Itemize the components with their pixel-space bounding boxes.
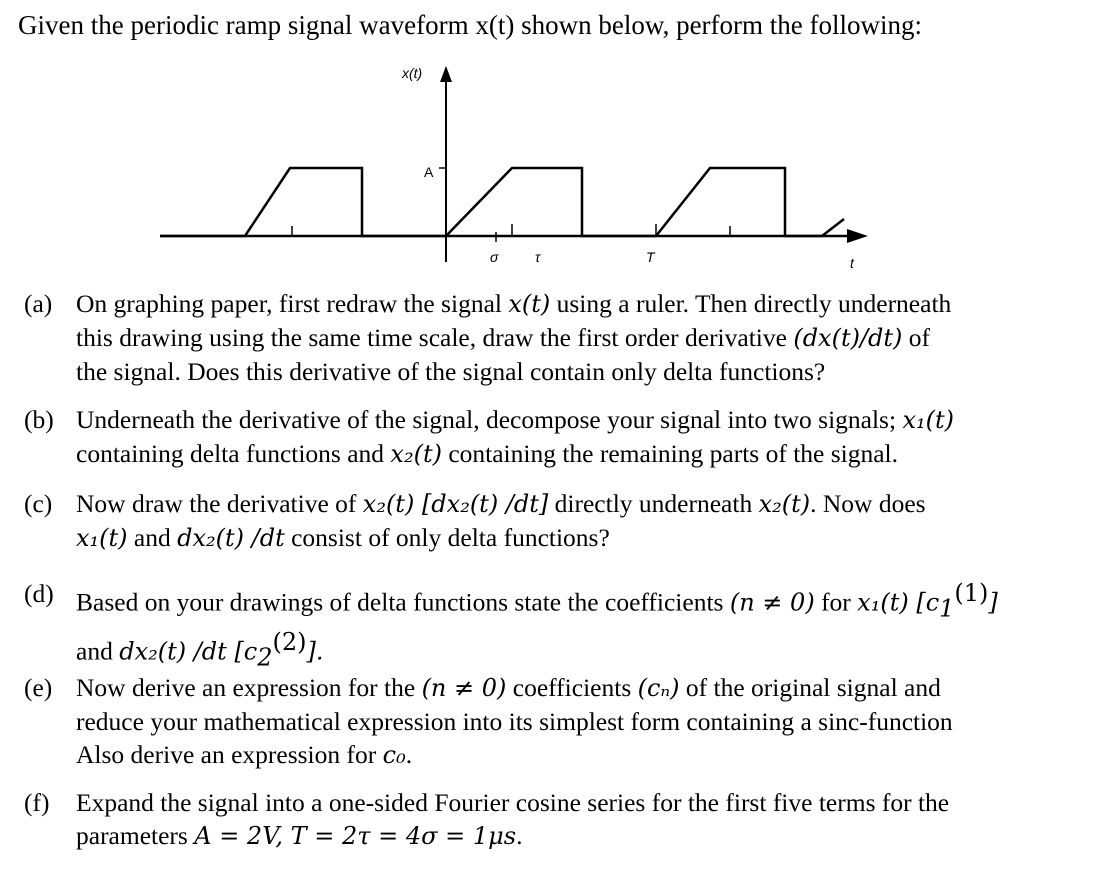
part-c-label: (c) xyxy=(24,489,53,518)
part-a-line-1: On graphing paper, first redraw the signal x(t) using a ruler. Then directly underneath xyxy=(76,289,952,318)
part-f xyxy=(24,786,949,853)
tau-label: τ xyxy=(535,249,541,265)
y-axis-label: x(t) xyxy=(402,65,423,81)
part-a-label: (a) xyxy=(24,289,53,318)
part-c xyxy=(24,487,926,555)
intro-text: Given the periodic ramp signal waveform x(t) shown below, perform the following: xyxy=(18,10,923,40)
part-d xyxy=(24,577,998,674)
part-d-label: (d) xyxy=(24,579,54,608)
part-b xyxy=(24,403,954,471)
y-axis-arrow xyxy=(440,66,452,82)
part-f-line-1: Expand the signal into a one-sided Fourier cosine series for the first five terms for the xyxy=(76,788,950,817)
waveform-trace xyxy=(160,168,844,236)
part-e-line-1: Now derive an expression for the (n ≠ 0) coefficients (cₙ) of the original signal and xyxy=(76,673,941,702)
part-a-line-3: the signal. Does this derivative of the signal contain only delta functions? xyxy=(76,357,826,386)
part-e-line-3: Also derive an expression for c₀. xyxy=(76,740,413,769)
ramp-waveform-figure xyxy=(150,52,880,272)
T-label: T xyxy=(646,249,655,265)
t-label: t xyxy=(850,255,854,271)
part-c-line-2: x₁(t) and dx₂(t) /dt consist of only delta functions? xyxy=(76,523,610,552)
part-e-label: (e) xyxy=(24,673,53,702)
part-b-label: (b) xyxy=(24,405,54,434)
part-e-line-2: reduce your mathematical expression into its simplest form containing a sinc-function xyxy=(76,707,953,736)
part-b-line-1: Underneath the derivative of the signal, decompose your signal into two signals; x₁(t) xyxy=(76,405,954,434)
part-f-line-2: parameters A = 2V, T = 2τ = 4σ = 1μs. xyxy=(76,821,523,850)
t-axis-arrow xyxy=(847,229,868,243)
part-c-line-1: Now draw the derivative of x₂(t) [dx₂(t) /dt] directly underneath x₂(t). Now does xyxy=(76,489,926,518)
part-e xyxy=(24,671,953,772)
part-d-line-2: and dx₂(t) /dt $[c_2^{(2)}]$. xyxy=(76,627,324,672)
part-b-line-2: containing delta functions and x₂(t) containing the remaining parts of the signal. xyxy=(76,439,899,468)
part-a-line-2: this drawing using the same time scale, draw the first order derivative (dx(t)/dt) of xyxy=(76,323,931,352)
part-f-label: (f) xyxy=(24,788,50,817)
amplitude-label: A xyxy=(424,164,434,180)
sigma-label: σ xyxy=(490,249,499,265)
part-d-line-1: Based on your drawings of delta functions state the coefficients (n ≠ 0) for x₁(t) $[c_1^{(1)}]$ xyxy=(76,579,998,623)
part-a xyxy=(24,287,951,388)
